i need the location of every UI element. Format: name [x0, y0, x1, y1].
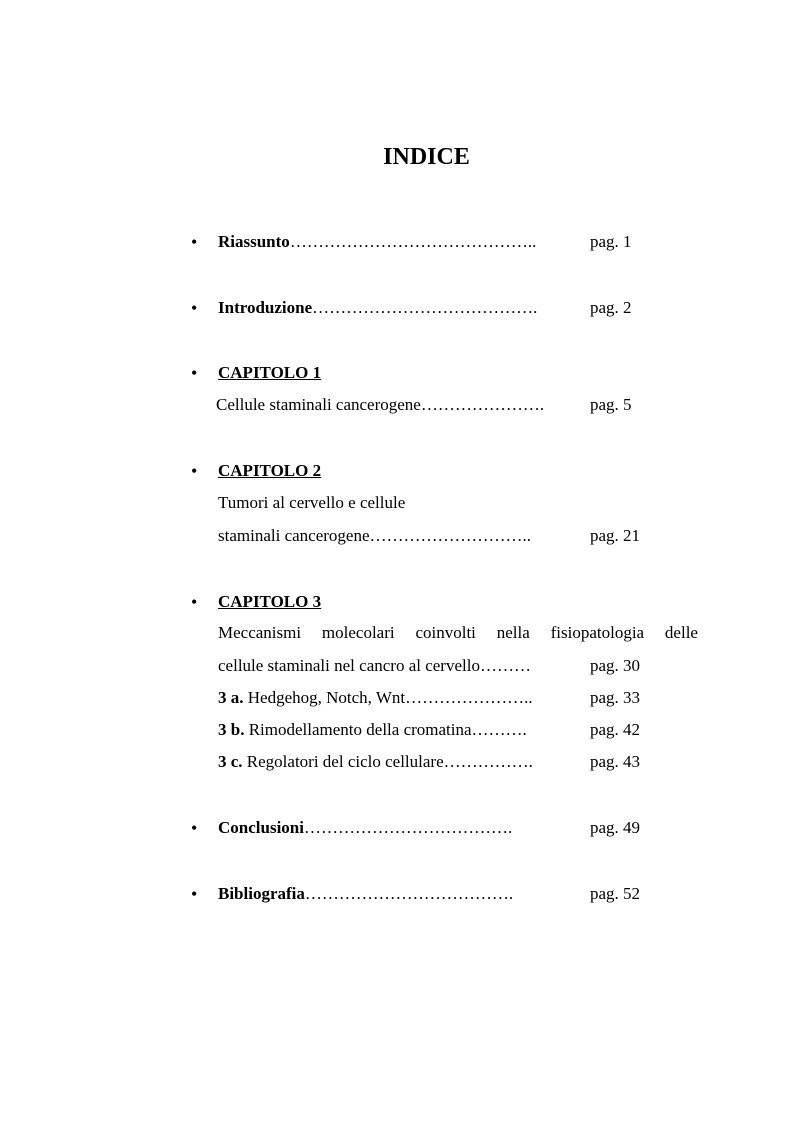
toc-label: Introduzione: [218, 298, 313, 317]
toc-page-number: pag. 43: [590, 752, 641, 771]
toc-label: Hedgehog, Notch, Wnt: [243, 688, 406, 707]
toc-label: Regolatori del ciclo cellulare: [242, 752, 444, 771]
toc-label: staminali cancerogene: [218, 526, 370, 545]
toc-entry-bibliografia[interactable]: [218, 883, 513, 905]
toc-subentry-3a[interactable]: [218, 687, 533, 709]
page-title: INDICE: [383, 144, 470, 170]
toc-subentry-3c[interactable]: [218, 751, 533, 773]
toc-leader-dots: ………………………..: [369, 526, 532, 545]
toc-page-number: pag. 5: [590, 395, 632, 414]
toc-entry-conclusioni[interactable]: [218, 817, 512, 839]
subentry-number: 3 b.: [218, 720, 245, 739]
toc-entry-cap2[interactable]: [218, 525, 531, 547]
desc-word: nella: [496, 623, 530, 642]
toc-label: Riassunto: [218, 232, 290, 251]
desc-word: fisiopatologia: [550, 623, 645, 642]
desc-word: molecolari: [321, 623, 395, 642]
desc-word: coinvolti: [415, 623, 476, 642]
toc-entry-riassunto[interactable]: [218, 231, 536, 253]
bullet-icon: •: [191, 884, 198, 904]
toc-page-number: pag. 2: [590, 298, 632, 317]
toc-desc-line: Tumori al cervello e cellule: [218, 493, 406, 512]
chapter-heading-2: CAPITOLO 2: [218, 461, 322, 480]
toc-leader-dots: ……….: [471, 720, 527, 739]
toc-page-number: pag. 21: [590, 526, 641, 545]
toc-leader-dots: …………………..: [405, 688, 533, 707]
desc-word: Meccanismi: [218, 623, 302, 642]
toc-page-number: pag. 33: [590, 688, 641, 707]
toc-leader-dots: ……………………………….: [303, 818, 513, 837]
chapter-heading-3: CAPITOLO 3: [218, 592, 322, 611]
toc-leader-dots: …………….: [443, 752, 533, 771]
bullet-icon: •: [191, 461, 198, 481]
toc-leader-dots: ………: [479, 656, 531, 675]
subentry-number: 3 c.: [218, 752, 243, 771]
bullet-icon: •: [191, 363, 198, 383]
toc-entry-cap3[interactable]: [218, 655, 531, 677]
toc-entry-introduzione[interactable]: [218, 297, 537, 319]
bullet-icon: •: [191, 818, 198, 838]
toc-page-number: pag. 49: [590, 818, 641, 837]
bullet-icon: •: [191, 232, 198, 252]
chapter-heading-1: CAPITOLO 1: [218, 363, 322, 382]
toc-leader-dots: ………………….: [420, 395, 545, 414]
toc-label: Rimodellamento della cromatina: [244, 720, 472, 739]
bullet-icon: •: [191, 592, 198, 612]
toc-page-number: pag. 30: [590, 656, 641, 675]
subentry-number: 3 a.: [218, 688, 244, 707]
toc-label: cellule staminali nel cancro al cervello: [218, 656, 480, 675]
toc-entry-cap1[interactable]: [216, 394, 544, 416]
toc-label: Cellule staminali cancerogene: [216, 395, 421, 414]
toc-subentry-3b[interactable]: [218, 719, 527, 741]
toc-page-number: pag. 52: [590, 884, 641, 903]
desc-word: delle: [664, 623, 698, 642]
toc-desc-line-justified: [218, 622, 698, 644]
toc-label: Bibliografia: [218, 884, 305, 903]
toc-page-number: pag. 42: [590, 720, 641, 739]
toc-page-number: pag. 1: [590, 232, 632, 251]
toc-leader-dots: ………………………………….: [312, 298, 538, 317]
bullet-icon: •: [191, 298, 198, 318]
toc-leader-dots: ……………………………………..: [289, 232, 537, 251]
toc-label: Conclusioni: [218, 818, 304, 837]
toc-leader-dots: ……………………………….: [304, 884, 514, 903]
